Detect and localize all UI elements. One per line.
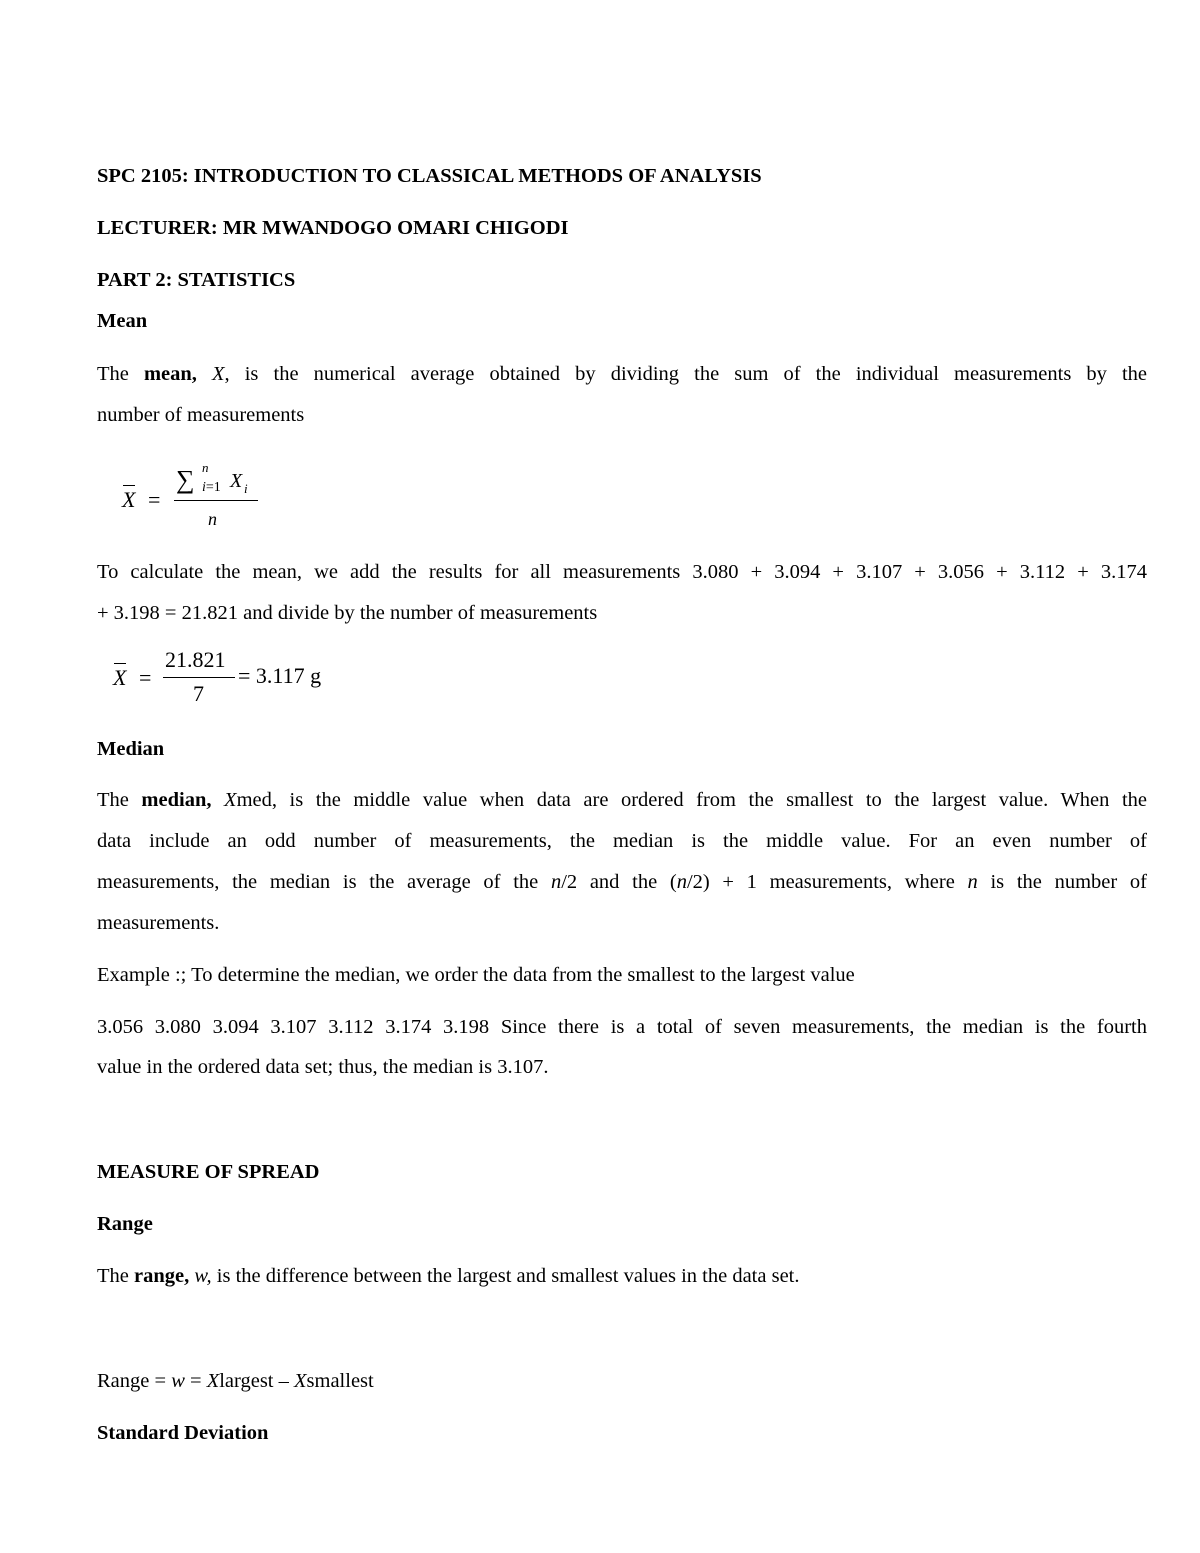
text-segment: is the number of [977, 871, 1147, 893]
equals-sign: = [139, 665, 152, 690]
x-subscript: i [244, 481, 248, 496]
denominator-n: n [208, 509, 217, 529]
var-w: w [171, 1370, 185, 1392]
text-segment: , is the numerical average obtained by dividing the sum of the individual measurements by the [224, 363, 1148, 385]
var-x: X [224, 789, 237, 811]
sum-upper-limit: n [202, 460, 209, 475]
text-segment: The [97, 1265, 134, 1287]
term-range: range, [134, 1265, 195, 1287]
median-data-line1: 3.056 3.080 3.094 3.107 3.112 3.174 3.198 Since there is a total of seven measurements, the median is the fourth [97, 1016, 1147, 1038]
text-segment: smallest [306, 1370, 374, 1392]
text-segment: /2 and the ( [561, 871, 677, 893]
var-n: n [967, 871, 978, 893]
spread-heading: MEASURE OF SPREAD [97, 1161, 320, 1183]
text-segment: measurements, the median is the average of the [97, 871, 551, 893]
mean-result-formula [113, 645, 353, 715]
range-heading: Range [97, 1213, 153, 1235]
lecturer-line: LECTURER: MR MWANDOGO OMARI CHIGODI [97, 217, 569, 239]
mean-definition-line1 [97, 364, 1147, 385]
numerator: 21.821 [165, 647, 226, 672]
median-line2: data include an odd number of measurements, the median is the middle value. For an even number of [97, 830, 1147, 852]
var-x: X [196, 363, 225, 385]
text-segment: /2) + 1 measurements, where [686, 871, 968, 893]
mean-formula [122, 455, 282, 535]
sigma-symbol: ∑ [176, 465, 195, 494]
term-mean: mean, [143, 363, 197, 385]
var-w: w, [194, 1265, 212, 1287]
equals-sign: = [148, 487, 161, 512]
text-segment: largest – [219, 1370, 294, 1392]
text-segment: Range = [97, 1370, 172, 1392]
text-segment: is the difference between the largest and smallest values in the data set. [211, 1265, 800, 1287]
median-example: Example :; To determine the median, we order the data from the smallest to the largest value [97, 964, 855, 986]
mean-heading: Mean [97, 310, 148, 332]
x-bar-symbol: X [113, 665, 127, 690]
range-definition [97, 1266, 799, 1287]
calc-line1: To calculate the mean, we add the results for all measurements 3.080 + 3.094 + 3.107 + 3.056 + 3.112 + 3.174 [97, 561, 1147, 583]
x-bar-symbol: X [122, 487, 136, 512]
sum-lower-limit: i=1 [202, 480, 221, 495]
var-n: n [550, 871, 562, 893]
term-median: median, [141, 789, 225, 811]
median-data-line2: value in the ordered data set; thus, the median is 3.107. [97, 1056, 549, 1078]
part-heading: PART 2: STATISTICS [97, 269, 296, 291]
text-segment: = [184, 1370, 207, 1392]
std-dev-heading: Standard Deviation [97, 1422, 269, 1444]
var-x: X [294, 1370, 307, 1392]
fraction-bar [163, 677, 235, 678]
var-n: n [676, 871, 687, 893]
median-line3 [97, 872, 1147, 893]
text-segment: The [97, 789, 142, 811]
course-title: SPC 2105: INTRODUCTION TO CLASSICAL METHODS OF ANALYSIS [97, 165, 762, 187]
median-line1 [97, 790, 1147, 811]
median-heading: Median [97, 738, 165, 760]
denominator: 7 [193, 681, 204, 706]
fraction-bar [174, 500, 258, 501]
text-segment: The [97, 363, 144, 385]
range-formula [97, 1371, 374, 1392]
result-value: = 3.117 g [238, 663, 322, 688]
mean-definition-line2: number of measurements [97, 404, 305, 426]
text-segment: med, is the middle value when data are ordered from the smallest to the largest value. When the [236, 789, 1147, 811]
var-x: X [206, 1370, 220, 1392]
x-term: X [230, 470, 243, 492]
document-page [97, 0, 1147, 1553]
median-line4: measurements. [97, 912, 220, 934]
calc-line2: + 3.198 = 21.821 and divide by the number of measurements [97, 602, 598, 624]
